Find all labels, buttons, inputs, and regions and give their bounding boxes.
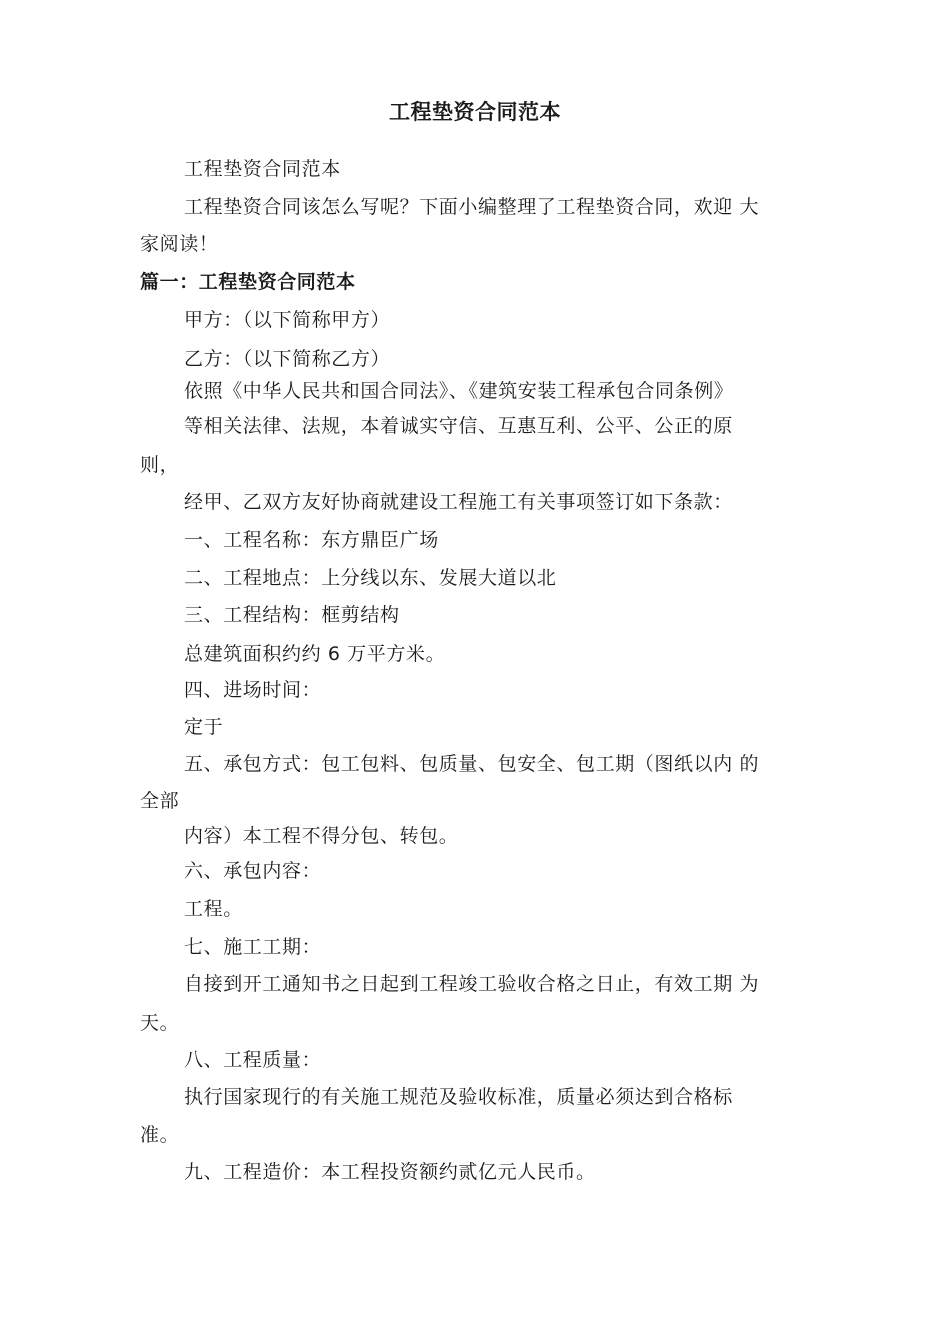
text-line-quality-end: 准。 <box>140 1124 180 1146</box>
text-line-quality: 执行国家现行的有关施工规范及验收标准，质量必须达到合格标 <box>184 1086 733 1108</box>
clause-5-cont: 全部 <box>140 790 180 812</box>
text-line-party-b: 乙方：（以下简称乙方） <box>184 348 391 370</box>
text-line-basis-end: 则， <box>140 454 180 476</box>
text-line-basis: 依照《中华人民共和国合同法》、《建筑安装工程承包合同条例》 <box>184 380 734 402</box>
text-line-party-a: 甲方：（以下简称甲方） <box>184 309 391 331</box>
clause-5-end: 内容）本工程不得分包、转包。 <box>184 825 459 847</box>
text-line-intro: 工程垫资合同该怎么写呢？下面小编整理了工程垫资合同，欢迎 大 <box>184 196 760 218</box>
clause-4: 四、进场时间： <box>184 679 322 701</box>
clause-5: 五、承包方式：包工包料、包质量、包安全、包工期（图纸以内 的 <box>184 753 760 775</box>
clause-9: 九、工程造价：本工程投资额约贰亿元人民币。 <box>184 1161 596 1183</box>
document-title: 工程垫资合同范本 <box>389 100 561 124</box>
text-line-period-end: 天。 <box>140 1012 180 1034</box>
text-line-date: 定于 <box>184 716 224 738</box>
clause-7: 七、施工工期： <box>184 936 322 958</box>
text-line-area: 总建筑面积约约 6 万平方米。 <box>184 643 446 665</box>
text-line-period: 自接到开工通知书之日起到工程竣工验收合格之日止，有效工期 为 <box>184 973 760 995</box>
clause-3: 三、工程结构：框剪结构 <box>184 604 400 626</box>
clause-6: 六、承包内容： <box>184 860 322 882</box>
text-line-intro-cont: 家阅读！ <box>140 233 219 255</box>
text-line-basis-cont: 等相关法律、法规，本着诚实守信、互惠互利、公平、公正的原 <box>184 415 733 437</box>
text-line-agreement: 经甲、乙双方友好协商就建设工程施工有关事项签订如下条款： <box>184 491 733 513</box>
clause-2: 二、工程地点：上分线以东、发展大道以北 <box>184 567 557 589</box>
clause-8: 八、工程质量： <box>184 1049 322 1071</box>
text-line-subtitle: 工程垫资合同范本 <box>184 158 341 180</box>
section-heading: 篇一：工程垫资合同范本 <box>140 271 356 293</box>
text-line-project: 工程。 <box>184 898 243 920</box>
clause-1: 一、工程名称：东方鼎臣广场 <box>184 529 439 551</box>
